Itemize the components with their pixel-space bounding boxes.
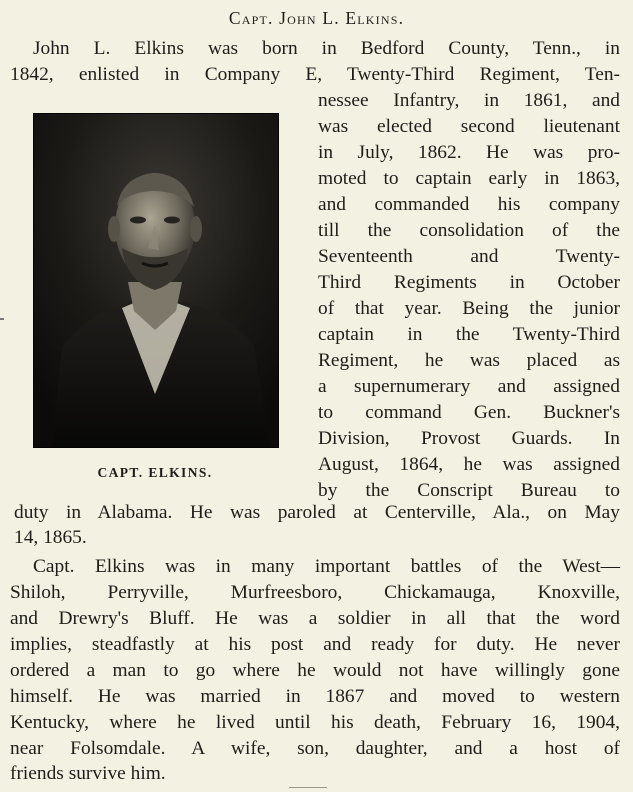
article-heading: Capt. John L. Elkins. [228,8,405,28]
text-line-24: implies, steadfastly at his post and ready for duty. He never [10,634,620,655]
text-line-11: of that year. Being the junior [318,298,620,319]
text-line-19: duty in Alabama. He was paroled at Centerville, Ala., on May [14,502,620,523]
text-line-16: Division, Provost Guards. In [318,428,620,449]
text-line-13: Regiment, he was placed as [318,350,620,371]
edge-mark [0,318,4,320]
text-line-15: to command Gen. Buckner's [318,402,620,423]
text-line-12: captain in the Twenty-Third [318,324,620,345]
text-line-18: by the Conscript Bureau to [318,480,620,501]
text-line-23: and Drewry's Bluff. He was a soldier in all that the word [10,608,620,629]
text-line-20: 14, 1865. [14,527,87,548]
portrait-caption: CAPT. ELKINS. [97,465,213,480]
text-line-1: John L. Elkins was born in Bedford County, Tenn., in [33,38,620,59]
text-line-28: near Folsomdale. A wife, son, daughter, and a host of [10,738,620,759]
text-line-26: himself. He was married in 1867 and moved to western [10,686,620,707]
portrait-photo [33,113,279,448]
text-line-9: Seventeenth and Twenty- [318,246,620,267]
text-line-3: nessee Infantry, in 1861, and [318,90,620,111]
text-line-7: and commanded his company [318,194,620,215]
text-line-27: Kentucky, where he lived until his death, February 16, 1904, [10,712,620,733]
text-line-2: 1842, enlisted in Company E, Twenty-Third Regiment, Ten- [10,64,620,85]
text-line-4: was elected second lieutenant [318,116,620,137]
text-line-25: ordered a man to go where he would not have willingly gone [10,660,620,681]
section-rule [289,787,327,788]
text-line-17: August, 1864, he was assigned [318,454,620,475]
text-line-29: friends survive him. [10,763,166,784]
text-line-21: Capt. Elkins was in many important battles of the West— [33,556,620,577]
text-line-22: Shiloh, Perryville, Murfreesboro, Chickamauga, Knoxville, [10,582,620,603]
text-line-14: a supernumerary and assigned [318,376,620,397]
text-line-8: till the consolidation of the [318,220,620,241]
text-line-10: Third Regiments in October [318,272,620,293]
text-line-5: in July, 1862. He was pro- [318,142,620,163]
text-line-6: moted to captain early in 1863, [318,168,620,189]
